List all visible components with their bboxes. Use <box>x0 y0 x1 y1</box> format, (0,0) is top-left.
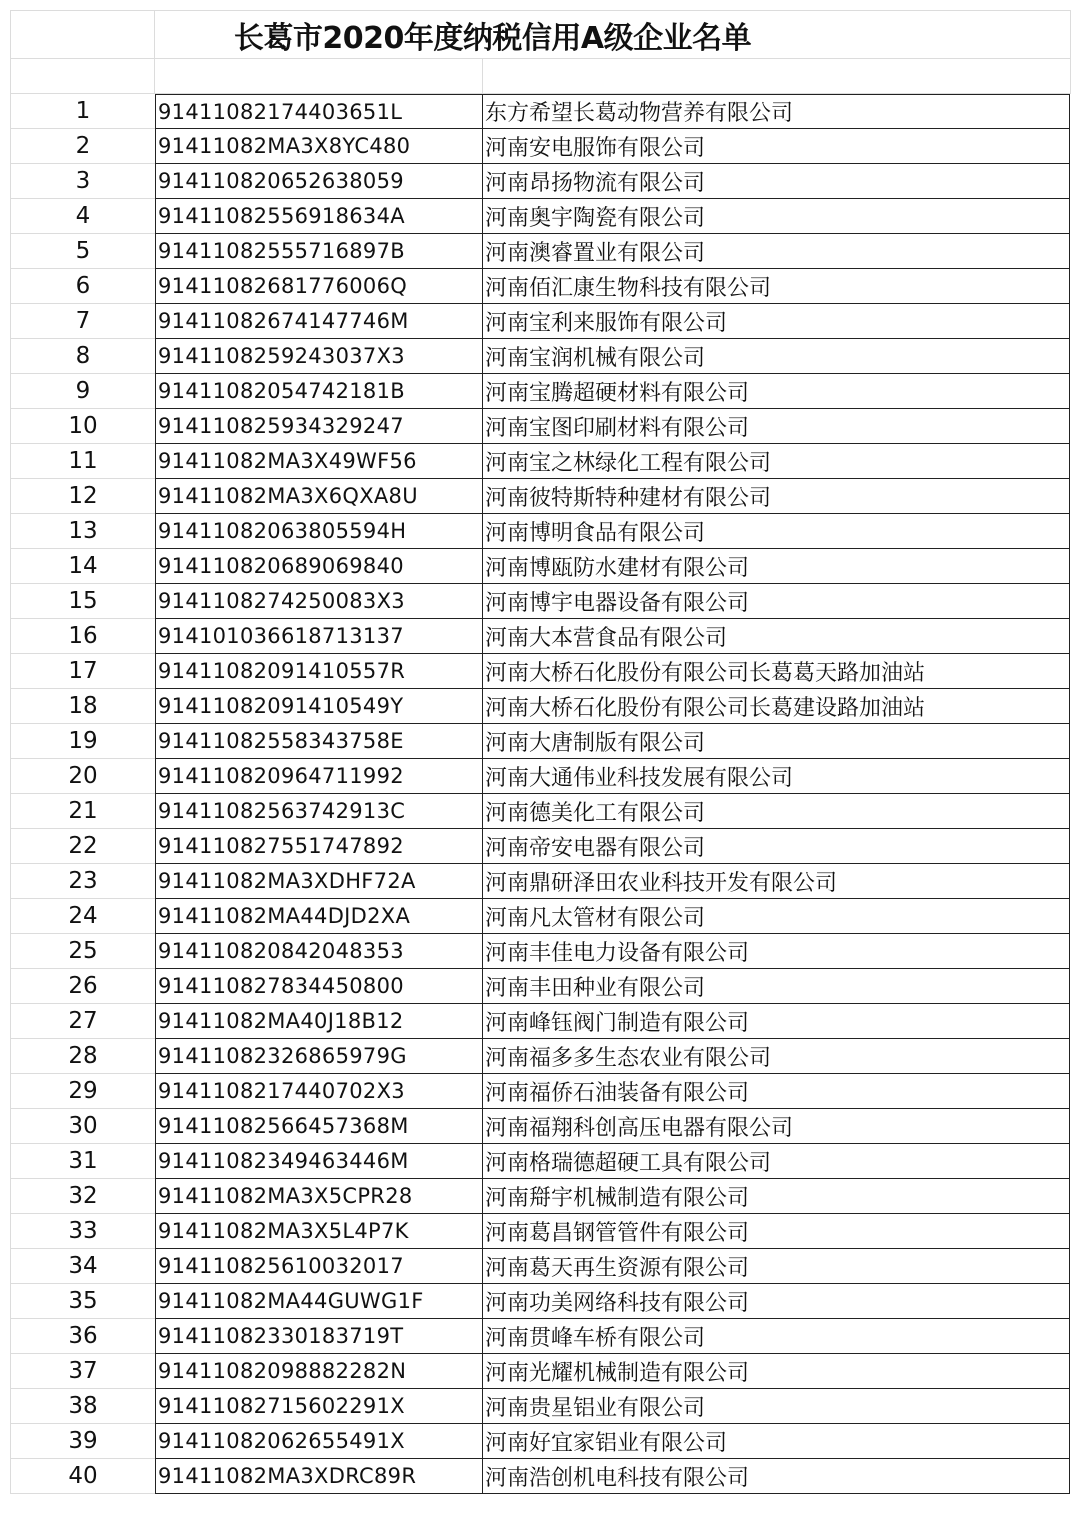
credit-code-cell[interactable]: 91411082MA3XDRC89R <box>155 1459 483 1494</box>
credit-code-cell[interactable]: 914110820689069840 <box>155 549 483 584</box>
company-name-cell[interactable]: 河南鼎研泽田农业科技开发有限公司 <box>483 864 1070 899</box>
company-name-cell[interactable]: 河南丰田种业有限公司 <box>483 969 1070 1004</box>
credit-code-cell[interactable]: 91411082091410557R <box>155 654 483 689</box>
blank-row <box>10 59 1071 94</box>
row-number[interactable]: 30 <box>10 1109 155 1144</box>
credit-code-cell[interactable]: 91411082556918634A <box>155 199 483 234</box>
row-number[interactable]: 13 <box>10 514 155 549</box>
row-number[interactable]: 18 <box>10 689 155 724</box>
table-row <box>10 1074 1071 1109</box>
credit-code-cell[interactable]: 9141108217440702X3 <box>155 1074 483 1109</box>
row-number[interactable]: 5 <box>10 234 155 269</box>
company-name-cell[interactable]: 河南宝润机械有限公司 <box>483 339 1070 374</box>
company-name-cell[interactable]: 河南凡太管材有限公司 <box>483 899 1070 934</box>
title-row <box>10 10 1071 59</box>
credit-code-cell[interactable]: 91411082MA3X8YC480 <box>155 129 483 164</box>
row-number[interactable]: 21 <box>10 794 155 829</box>
credit-code-cell[interactable]: 91411082MA40J18B12 <box>155 1004 483 1039</box>
row-number[interactable]: 37 <box>10 1354 155 1389</box>
table-row <box>10 199 1071 234</box>
row-number[interactable]: 36 <box>10 1319 155 1354</box>
row-number[interactable]: 22 <box>10 829 155 864</box>
row-number[interactable]: 34 <box>10 1249 155 1284</box>
credit-code-cell[interactable]: 91411082174403651L <box>155 94 483 129</box>
row-number[interactable]: 11 <box>10 444 155 479</box>
table-row <box>10 724 1071 759</box>
table-row <box>10 549 1071 584</box>
cell-b2[interactable] <box>155 59 483 94</box>
credit-code-cell[interactable]: 91411082MA3X5CPR28 <box>155 1179 483 1214</box>
company-name-cell[interactable]: 河南帝安电器有限公司 <box>483 829 1070 864</box>
company-name-cell[interactable]: 河南宝利来服饰有限公司 <box>483 304 1070 339</box>
row-number[interactable]: 9 <box>10 374 155 409</box>
row-number[interactable]: 1 <box>10 94 155 129</box>
table-row <box>10 934 1071 969</box>
credit-code-cell[interactable]: 91411082MA3X49WF56 <box>155 444 483 479</box>
table-row <box>10 1004 1071 1039</box>
table-row <box>10 164 1071 199</box>
company-name-cell[interactable]: 河南福翔科创高压电器有限公司 <box>483 1109 1070 1144</box>
credit-code-cell[interactable]: 91411082326865979G <box>155 1039 483 1074</box>
company-name-cell[interactable]: 河南澳睿置业有限公司 <box>483 234 1070 269</box>
company-name-cell[interactable]: 河南福多多生态农业有限公司 <box>483 1039 1070 1074</box>
company-name-cell[interactable]: 东方希望长葛动物营养有限公司 <box>483 94 1070 129</box>
row-number[interactable]: 3 <box>10 164 155 199</box>
company-name-cell[interactable]: 河南格瑞德超硬工具有限公司 <box>483 1144 1070 1179</box>
company-name-cell[interactable]: 河南贵星铝业有限公司 <box>483 1389 1070 1424</box>
company-name-cell[interactable]: 河南搿宇机械制造有限公司 <box>483 1179 1070 1214</box>
credit-code-cell[interactable]: 91411082054742181B <box>155 374 483 409</box>
company-name-cell[interactable]: 河南宝之林绿化工程有限公司 <box>483 444 1070 479</box>
row-number[interactable]: 40 <box>10 1459 155 1494</box>
row-number[interactable]: 29 <box>10 1074 155 1109</box>
company-name-cell[interactable]: 河南大通伟业科技发展有限公司 <box>483 759 1070 794</box>
row-number[interactable]: 20 <box>10 759 155 794</box>
row-number[interactable]: 25 <box>10 934 155 969</box>
table-row <box>10 269 1071 304</box>
table-row <box>10 94 1071 129</box>
table-row <box>10 1214 1071 1249</box>
credit-code-cell[interactable]: 914110827551747892 <box>155 829 483 864</box>
table-row <box>10 479 1071 514</box>
table-row <box>10 1039 1071 1074</box>
company-name-cell[interactable]: 河南德美化工有限公司 <box>483 794 1070 829</box>
row-number[interactable]: 4 <box>10 199 155 234</box>
row-number[interactable]: 12 <box>10 479 155 514</box>
company-name-cell[interactable]: 河南葛天再生资源有限公司 <box>483 1249 1070 1284</box>
table-row <box>10 829 1071 864</box>
table-row <box>10 1109 1071 1144</box>
credit-code-cell[interactable]: 91411082558343758E <box>155 724 483 759</box>
row-number[interactable]: 33 <box>10 1214 155 1249</box>
row-number[interactable]: 14 <box>10 549 155 584</box>
table-row <box>10 1284 1071 1319</box>
credit-code-cell[interactable]: 91411082566457368M <box>155 1109 483 1144</box>
credit-code-cell[interactable]: 914110827834450800 <box>155 969 483 1004</box>
company-name-cell[interactable]: 河南博瓯防水建材有限公司 <box>483 549 1070 584</box>
credit-code-cell[interactable]: 9141108259243037X3 <box>155 339 483 374</box>
credit-code-cell[interactable]: 91411082349463446M <box>155 1144 483 1179</box>
table-row <box>10 409 1071 444</box>
row-number[interactable]: 15 <box>10 584 155 619</box>
company-name-cell[interactable]: 河南好宜家铝业有限公司 <box>483 1424 1070 1459</box>
credit-code-cell[interactable]: 91411082681776006Q <box>155 269 483 304</box>
company-name-cell[interactable]: 河南福侨石油装备有限公司 <box>483 1074 1070 1109</box>
table-row <box>10 1354 1071 1389</box>
row-number[interactable]: 2 <box>10 129 155 164</box>
credit-code-cell[interactable]: 91411082MA3X6QXA8U <box>155 479 483 514</box>
row-number[interactable]: 27 <box>10 1004 155 1039</box>
table-row <box>10 864 1071 899</box>
credit-code-cell[interactable]: 91411082MA3XDHF72A <box>155 864 483 899</box>
company-name-cell[interactable]: 河南彼特斯特种建材有限公司 <box>483 479 1070 514</box>
spreadsheet <box>10 10 1071 1494</box>
company-name-cell[interactable]: 河南大本营食品有限公司 <box>483 619 1070 654</box>
company-name-cell[interactable]: 河南安电服饰有限公司 <box>483 129 1070 164</box>
table-row <box>10 1389 1071 1424</box>
company-name-cell[interactable]: 河南昂扬物流有限公司 <box>483 164 1070 199</box>
company-name-cell[interactable]: 河南奥宇陶瓷有限公司 <box>483 199 1070 234</box>
row-number[interactable]: 8 <box>10 339 155 374</box>
credit-code-cell[interactable]: 91411082062655491X <box>155 1424 483 1459</box>
sheet-title[interactable]: 长葛市2020年度纳税信用A级企业名单 <box>155 11 1071 59</box>
row-number[interactable]: 10 <box>10 409 155 444</box>
company-name-cell[interactable]: 河南葛昌钢管管件有限公司 <box>483 1214 1070 1249</box>
credit-code-cell[interactable]: 91411082555716897B <box>155 234 483 269</box>
credit-code-cell[interactable]: 91411082330183719T <box>155 1319 483 1354</box>
company-name-cell[interactable]: 河南大唐制版有限公司 <box>483 724 1070 759</box>
table-row <box>10 304 1071 339</box>
table-row <box>10 654 1071 689</box>
table-row <box>10 1249 1071 1284</box>
table-row <box>10 584 1071 619</box>
credit-code-cell[interactable]: 914101036618713137 <box>155 619 483 654</box>
table-row <box>10 1459 1071 1494</box>
company-name-cell[interactable]: 河南宝图印刷材料有限公司 <box>483 409 1070 444</box>
company-name-cell[interactable]: 河南博明食品有限公司 <box>483 514 1070 549</box>
cell-a1[interactable] <box>10 11 155 59</box>
row-number[interactable]: 39 <box>10 1424 155 1459</box>
row-number[interactable]: 16 <box>10 619 155 654</box>
table-row <box>10 1144 1071 1179</box>
credit-code-cell[interactable]: 91411082063805594H <box>155 514 483 549</box>
credit-code-cell[interactable]: 914110825934329247 <box>155 409 483 444</box>
credit-code-cell[interactable]: 914110825610032017 <box>155 1249 483 1284</box>
credit-code-cell[interactable]: 914110820842048353 <box>155 934 483 969</box>
credit-code-cell[interactable]: 914110820652638059 <box>155 164 483 199</box>
row-number[interactable]: 26 <box>10 969 155 1004</box>
table-row <box>10 689 1071 724</box>
table-row <box>10 444 1071 479</box>
table-row <box>10 339 1071 374</box>
company-name-cell[interactable]: 河南贯峰车桥有限公司 <box>483 1319 1070 1354</box>
cell-a2[interactable] <box>10 59 155 94</box>
table-row <box>10 374 1071 409</box>
company-name-cell[interactable]: 河南博宇电器设备有限公司 <box>483 584 1070 619</box>
credit-code-cell[interactable]: 91411082091410549Y <box>155 689 483 724</box>
row-number[interactable]: 6 <box>10 269 155 304</box>
row-number[interactable]: 23 <box>10 864 155 899</box>
company-name-cell[interactable]: 河南大桥石化股份有限公司长葛建设路加油站 <box>483 689 1070 724</box>
row-number[interactable]: 24 <box>10 899 155 934</box>
row-number[interactable]: 28 <box>10 1039 155 1074</box>
table-row <box>10 969 1071 1004</box>
credit-code-cell[interactable]: 91411082098882282N <box>155 1354 483 1389</box>
row-number[interactable]: 17 <box>10 654 155 689</box>
company-name-cell[interactable]: 河南大桥石化股份有限公司长葛葛天路加油站 <box>483 654 1070 689</box>
company-name-cell[interactable]: 河南浩创机电科技有限公司 <box>483 1459 1070 1494</box>
row-number[interactable]: 35 <box>10 1284 155 1319</box>
table-row <box>10 619 1071 654</box>
row-number[interactable]: 31 <box>10 1144 155 1179</box>
cell-c2[interactable] <box>483 59 1071 94</box>
company-name-cell[interactable]: 河南宝腾超硬材料有限公司 <box>483 374 1070 409</box>
company-name-cell[interactable]: 河南丰佳电力设备有限公司 <box>483 934 1070 969</box>
credit-code-cell[interactable]: 91411082MA3X5L4P7K <box>155 1214 483 1249</box>
table-row <box>10 1424 1071 1459</box>
row-number[interactable]: 19 <box>10 724 155 759</box>
row-number[interactable]: 7 <box>10 304 155 339</box>
table-row <box>10 234 1071 269</box>
credit-code-cell[interactable]: 91411082715602291X <box>155 1389 483 1424</box>
row-number[interactable]: 32 <box>10 1179 155 1214</box>
company-name-cell[interactable]: 河南峰钰阀门制造有限公司 <box>483 1004 1070 1039</box>
credit-code-cell[interactable]: 91411082MA44DJD2XA <box>155 899 483 934</box>
table-row <box>10 1319 1071 1354</box>
row-number[interactable]: 38 <box>10 1389 155 1424</box>
credit-code-cell[interactable]: 914110820964711992 <box>155 759 483 794</box>
company-name-cell[interactable]: 河南光耀机械制造有限公司 <box>483 1354 1070 1389</box>
company-list <box>10 94 1071 1494</box>
table-row <box>10 1179 1071 1214</box>
table-row <box>10 514 1071 549</box>
table-row <box>10 129 1071 164</box>
credit-code-cell[interactable]: 91411082563742913C <box>155 794 483 829</box>
company-name-cell[interactable]: 河南佰汇康生物科技有限公司 <box>483 269 1070 304</box>
credit-code-cell[interactable]: 91411082674147746M <box>155 304 483 339</box>
table-row <box>10 759 1071 794</box>
table-row <box>10 899 1071 934</box>
table-row <box>10 794 1071 829</box>
credit-code-cell[interactable]: 91411082MA44GUWG1F <box>155 1284 483 1319</box>
credit-code-cell[interactable]: 9141108274250083X3 <box>155 584 483 619</box>
company-name-cell[interactable]: 河南功美网络科技有限公司 <box>483 1284 1070 1319</box>
